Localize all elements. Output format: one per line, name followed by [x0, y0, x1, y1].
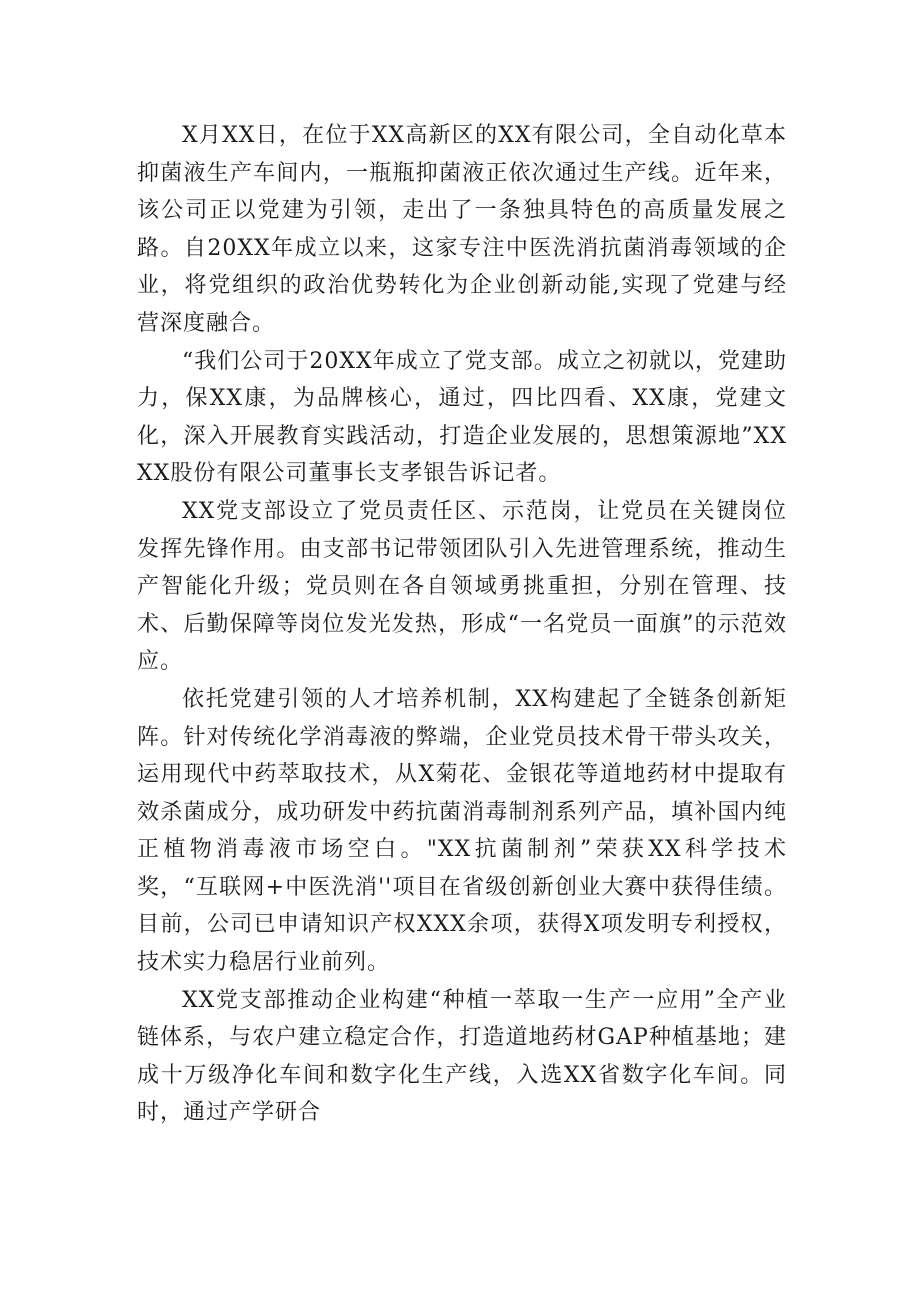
paragraph-1: X月XX日，在位于XX高新区的XX有限公司，全自动化草本抑菌液生产车间内，一瓶瓶抑菌液正依次通过生产线。近年来，该公司正以党建为引领，走出了一条独具特色的高质量发展之路。自20XX年成立以来，这家专注中医洗消抗菌消毒领域的企业，将党组织的政治优势转化为企业创新动能,实现了党建与经营深度融合。: [137, 123, 787, 336]
paragraph-2: “我们公司于20XX年成立了党支部。成立之初就以，党建助力，保XX康，为品牌核心，通过，四比四看、XX康，党建文化，深入开展教育实践活动，打造企业发展的，思想策源地”XXXX股份有限公司董事长支孝银告诉记者。: [137, 348, 787, 487]
paragraph-5: XX党支部推动企业构建“种植一萃取一生产一应用”全产业链体系，与农户建立稳定合作，打造道地药材GAP种植基地；建成十万级净化车间和数字化生产线，入选XX省数字化车间。同时，通过产学研合: [137, 987, 787, 1126]
document-body: [137, 117, 787, 1132]
paragraph-4: 依托党建引领的人才培养机制，XX构建起了全链条创新矩阵。针对传统化学消毒液的弊端，企业党员技术骨干带头攻关，运用现代中药萃取技术，从X菊花、金银花等道地药材中提取有效杀菌成分，成功研发中药抗菌消毒制剂系列产品，填补国内纯正植物消毒液市场空白。"XX抗菌制剂”荣获XX科学技术奖，“互联网+中医洗消''项目在省级创新创业大赛中获得佳绩。目前，公司已申请知识产权XXX余项，获得X项发明专利授权，技术实力稳居行业前列。: [137, 686, 787, 976]
paragraph-3: XX党支部设立了党员责任区、示范岗，让党员在关键岗位发挥先锋作用。由支部书记带领团队引入先进管理系统，推动生产智能化升级；党员则在各自领域勇挑重担，分别在管理、技术、后勤保障等岗位发光发热，形成“一名党员一面旗”的示范效应。: [137, 498, 787, 675]
